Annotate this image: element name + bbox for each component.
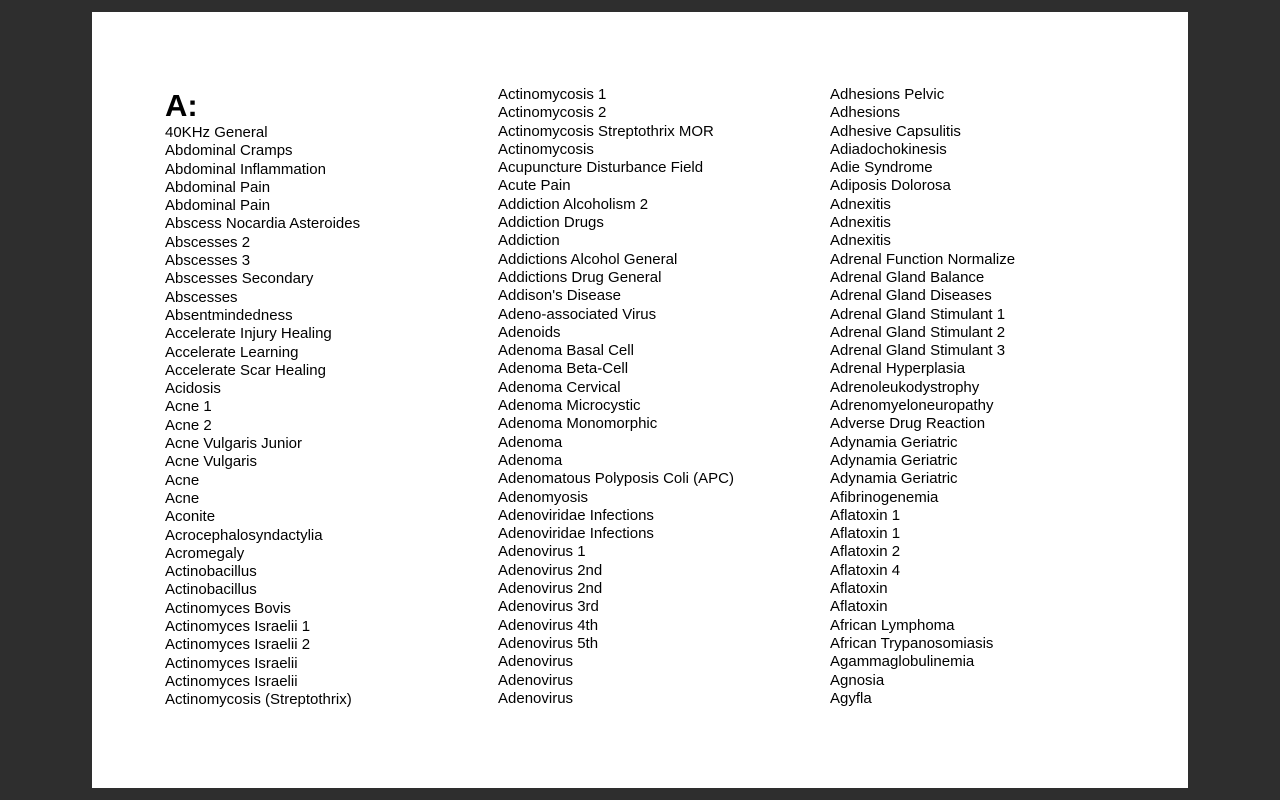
list-item: Accelerate Learning <box>165 343 299 361</box>
list-item: Adenovirus 1 <box>498 543 586 561</box>
section-heading: A: <box>165 88 198 123</box>
list-item: Adenoma Monomorphic <box>498 415 658 433</box>
list-item: Adenoma <box>498 433 563 451</box>
list-item: Adhesive Capsulitis <box>830 122 961 140</box>
list-item: Acute Pain <box>498 177 571 195</box>
entry-list <box>498 86 734 708</box>
list-item: Actinomyces Israelii <box>165 654 298 672</box>
list-item: Adenoviridae Infections <box>498 525 654 543</box>
list-item: Adnexitis <box>830 232 891 250</box>
list-item: Addiction Alcoholism 2 <box>498 195 649 213</box>
list-item: Absentmindedness <box>165 306 293 324</box>
list-item: Accelerate Scar Healing <box>165 361 326 379</box>
list-item: Abdominal Cramps <box>165 142 293 160</box>
list-item: Actinobacillus <box>165 581 257 599</box>
list-item: Acidosis <box>165 380 221 398</box>
list-item: Adnexitis <box>830 214 891 232</box>
list-item: Afibrinogenemia <box>830 488 939 506</box>
list-item: Actinomycosis <box>498 140 594 158</box>
list-item: Adenovirus <box>498 689 574 707</box>
list-item: Adenomyosis <box>498 488 589 506</box>
list-item: Acne <box>165 471 200 489</box>
list-item: Aconite <box>165 508 216 526</box>
list-item: 40KHz General <box>165 124 268 141</box>
list-item: Adenovirus 4th <box>498 616 599 634</box>
list-item: Adie Syndrome <box>830 159 933 177</box>
list-item: Adrenal Gland Stimulant 2 <box>830 323 1006 341</box>
list-item: Aflatoxin <box>830 598 888 616</box>
list-item: Adynamia Geriatric <box>830 451 958 469</box>
list-item: Adeno-associated Virus <box>498 305 657 323</box>
list-item: Aflatoxin 1 <box>830 506 901 524</box>
list-item: Adrenomyeloneuropathy <box>830 397 994 415</box>
list-item: Adrenal Hyperplasia <box>830 360 966 378</box>
document-page <box>92 12 1188 788</box>
list-item: Abscess Nocardia Asteroides <box>165 215 361 233</box>
column-3 <box>830 86 1015 708</box>
column-1 <box>165 88 360 710</box>
list-item: Actinomycosis 2 <box>498 104 607 122</box>
list-item: Acromegaly <box>165 544 245 562</box>
list-item: Adrenal Gland Stimulant 1 <box>830 305 1006 323</box>
entry-list <box>165 124 360 710</box>
list-item: Adrenal Function Normalize <box>830 250 1016 268</box>
list-item: Adenovirus 2nd <box>498 580 603 598</box>
list-item: Acne <box>165 489 200 507</box>
list-item: Adrenoleukodystrophy <box>830 378 980 396</box>
list-item: Adhesions <box>830 104 901 122</box>
list-item: Acne 2 <box>165 416 212 434</box>
list-item: Adenoma Cervical <box>498 378 621 396</box>
list-item: African Trypanosomiasis <box>830 634 994 652</box>
list-item: Agyfla <box>830 689 872 707</box>
list-item: Acne 1 <box>165 398 212 416</box>
list-item: Addictions Alcohol General <box>498 250 678 268</box>
list-item: Adenoma Microcystic <box>498 397 641 415</box>
list-item: Actinobacillus <box>165 563 257 581</box>
list-item: Aflatoxin 2 <box>830 543 901 561</box>
list-item: Adynamia Geriatric <box>830 433 958 451</box>
list-item: Adynamia Geriatric <box>830 470 958 488</box>
list-item: Adrenal Gland Stimulant 3 <box>830 342 1006 360</box>
list-item: Adenovirus <box>498 671 574 689</box>
list-item: Aflatoxin 1 <box>830 525 901 543</box>
list-item: Abdominal Pain <box>165 178 271 196</box>
list-item: Abscesses 3 <box>165 252 251 270</box>
list-item: Adenovirus 2nd <box>498 561 603 579</box>
list-item: Adenoma <box>498 451 563 469</box>
list-item: Aflatoxin <box>830 580 888 598</box>
entry-list <box>830 86 1015 708</box>
list-item: Addictions Drug General <box>498 268 662 286</box>
list-item: Adenovirus <box>498 653 574 671</box>
list-item: Adiadochokinesis <box>830 140 947 158</box>
list-item: Addison's Disease <box>498 287 621 305</box>
list-item: Addiction <box>498 232 560 250</box>
list-item: Actinomycosis Streptothrix MOR <box>498 122 714 140</box>
list-item: Adverse Drug Reaction <box>830 415 986 433</box>
list-item: Adenoviridae Infections <box>498 506 654 524</box>
list-item: Adrenal Gland Diseases <box>830 287 992 305</box>
list-item: Abscesses Secondary <box>165 270 314 288</box>
list-item: Actinomyces Bovis <box>165 599 291 617</box>
list-item: Adiposis Dolorosa <box>830 177 951 195</box>
list-item: Acne Vulgaris <box>165 453 257 471</box>
list-item: Aflatoxin 4 <box>830 561 901 579</box>
column-2 <box>498 86 734 708</box>
list-item: Adenoma Beta-Cell <box>498 360 629 378</box>
list-item: Actinomycosis 1 <box>498 86 607 103</box>
list-item: Adenoids <box>498 323 561 341</box>
list-item: Adnexitis <box>830 195 891 213</box>
list-item: Adhesions Pelvic <box>830 86 945 103</box>
list-item: Actinomyces Israelii 2 <box>165 636 311 654</box>
list-item: Abdominal Pain <box>165 197 271 215</box>
list-item: Addiction Drugs <box>498 214 604 232</box>
list-item: Actinomycosis (Streptothrix) <box>165 691 352 709</box>
list-item: Abdominal Inflammation <box>165 160 326 178</box>
list-item: Acupuncture Disturbance Field <box>498 159 704 177</box>
list-item: Acne Vulgaris Junior <box>165 435 303 453</box>
list-item: Actinomyces Israelii <box>165 672 298 690</box>
list-item: Adenovirus 3rd <box>498 598 599 616</box>
list-item: Agammaglobulinemia <box>830 653 975 671</box>
list-item: Abscesses <box>165 288 238 306</box>
list-item: Adenoma Basal Cell <box>498 342 634 360</box>
list-item: African Lymphoma <box>830 616 955 634</box>
list-item: Abscesses 2 <box>165 233 251 251</box>
list-item: Adrenal Gland Balance <box>830 268 985 286</box>
list-item: Agnosia <box>830 671 885 689</box>
list-item: Acrocephalosyndactylia <box>165 526 323 544</box>
list-item: Adenovirus 5th <box>498 634 599 652</box>
list-item: Actinomyces Israelii 1 <box>165 618 311 636</box>
list-item: Accelerate Injury Healing <box>165 325 332 343</box>
list-item: Adenomatous Polyposis Coli (APC) <box>498 470 734 488</box>
